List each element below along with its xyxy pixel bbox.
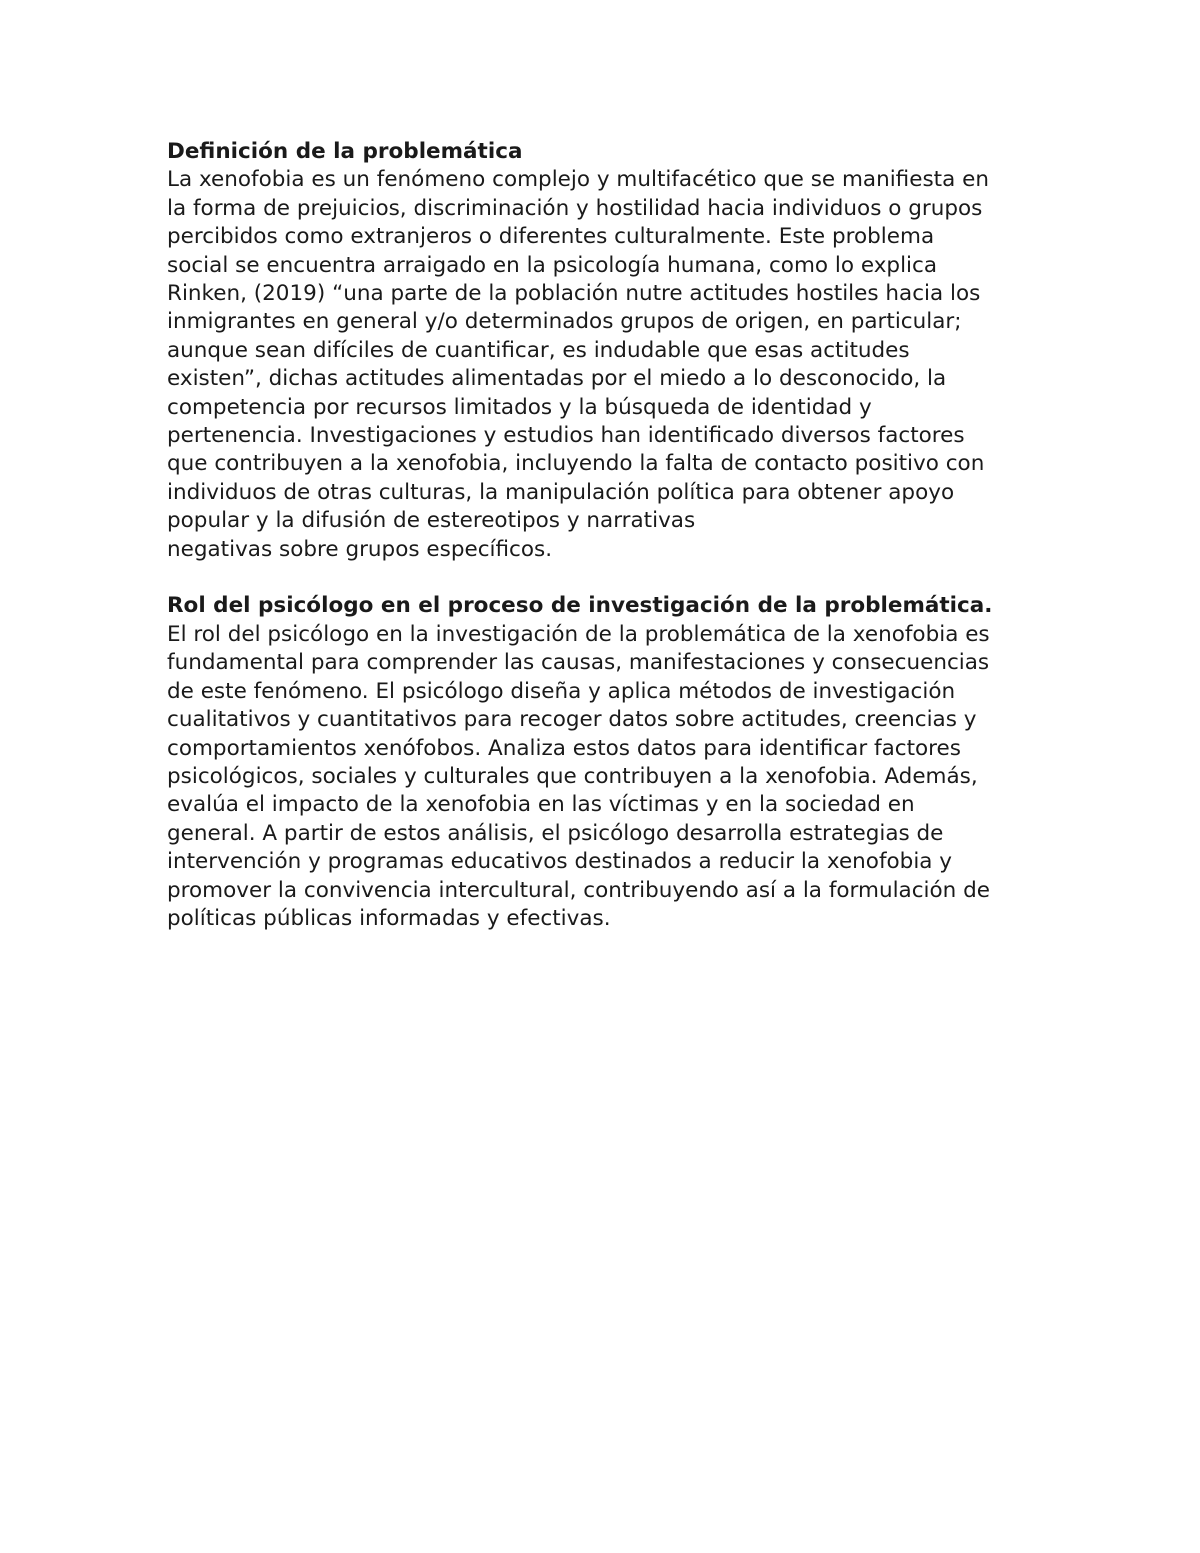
text-line: negativas sobre grupos específicos. bbox=[167, 536, 553, 562]
text-line: fundamental para comprender las causas, manifestaciones y consecuencias bbox=[167, 650, 990, 676]
text-line: promover la convivencia intercultural, contribuyendo así a la formulación de bbox=[167, 877, 991, 903]
text-line: de este fenómeno. El psicólogo diseña y aplica métodos de investigación bbox=[167, 678, 956, 704]
text-line: aunque sean difíciles de cuantificar, es indudable que esas actitudes bbox=[167, 337, 910, 363]
text-line: inmigrantes en general y/o determinados grupos de origen, en particular; bbox=[167, 309, 962, 335]
text-line: percibidos como extranjeros o diferentes culturalmente. Este problema bbox=[167, 224, 935, 250]
text-line: existen”, dichas actitudes alimentadas por el miedo a lo desconocido, la bbox=[167, 366, 947, 392]
text-line: popular y la difusión de estereotipos y narrativas bbox=[167, 508, 696, 534]
document-body bbox=[167, 138, 1047, 933]
text-line: que contribuyen a la xenofobia, incluyendo la falta de contacto positivo con bbox=[167, 451, 985, 477]
text-line: Rinken, (2019) “una parte de la población nutre actitudes hostiles hacia los bbox=[167, 281, 981, 307]
text-line: evalúa el impacto de la xenofobia en las víctimas y en la sociedad en bbox=[167, 792, 915, 818]
text-line: La xenofobia es un fenómeno complejo y multifacético que se manifiesta en bbox=[167, 167, 989, 193]
text-line: social se encuentra arraigado en la psicología humana, como lo explica bbox=[167, 252, 938, 278]
text-line: cualitativos y cuantitativos para recoger datos sobre actitudes, creencias y bbox=[167, 707, 977, 733]
paragraph-psychologist-role bbox=[167, 621, 1047, 933]
text-line: individuos de otras culturas, la manipulación política para obtener apoyo bbox=[167, 479, 955, 505]
paragraph-definition bbox=[167, 166, 1047, 564]
text-line: pertenencia. Investigaciones y estudios han identificado diversos factores bbox=[167, 423, 965, 449]
section-heading-definition: Definición de la problemática bbox=[167, 139, 523, 164]
text-line: psicológicos, sociales y culturales que contribuyen a la xenofobia. Además, bbox=[167, 763, 978, 789]
section-heading-psychologist-role: Rol del psicólogo en el proceso de investigación de la problemática. bbox=[167, 593, 993, 619]
paragraph-spacer bbox=[167, 564, 1047, 592]
text-line: general. A partir de estos análisis, el psicólogo desarrolla estrategias de bbox=[167, 820, 944, 846]
text-line: comportamientos xenófobos. Analiza estos datos para identificar factores bbox=[167, 735, 961, 761]
text-line: políticas públicas informadas y efectivas. bbox=[167, 905, 611, 931]
text-line: la forma de prejuicios, discriminación y hostilidad hacia individuos o grupos bbox=[167, 195, 983, 221]
text-line: competencia por recursos limitados y la búsqueda de identidad y bbox=[167, 394, 872, 420]
text-line: El rol del psicólogo en la investigación de la problemática de la xenofobia es bbox=[167, 621, 990, 647]
text-line: intervención y programas educativos destinados a reducir la xenofobia y bbox=[167, 849, 953, 875]
